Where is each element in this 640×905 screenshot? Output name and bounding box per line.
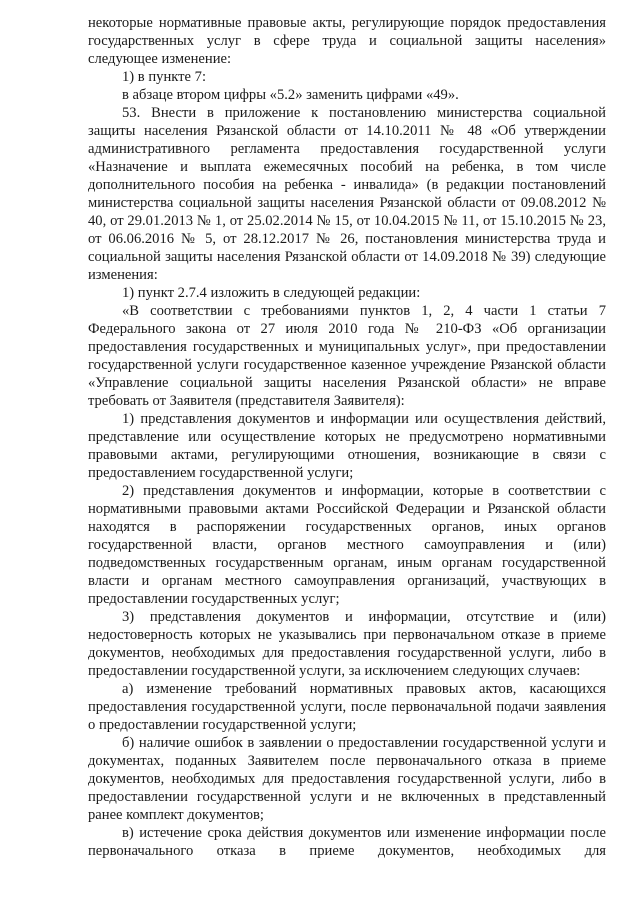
paragraph: 2) представления документов и информации, которые в соответствии с нормативными правовыми актами Российской Федерации и Рязанской области находятся в распоряжении государственных органов, иных органов государственной власти, органов местного самоуправления и (или) подведомственных государственным органам, иным органам государственной власти и органам местного самоуправления организаций, участвующих в предоставлении государственных услуг; xyxy=(88,483,606,607)
paragraph: б) наличие ошибок в заявлении о предоставлении государственной услуги и документах, поданных Заявителем после первоначального отказа в приеме документов, необходимых для предоставления государственной услуги, либо в предоставлении государственной услуги и не включенных в представленный ранее комплект документов; xyxy=(88,735,606,823)
paragraph: 53. Внести в приложение к постановлению министерства социальной защиты населения Рязанской области от 14.10.2011 № 48 «Об утверждении административного регламента предоставления государственной услуги «Назначение и выплата ежемесячных пособий на ребенка, в том числе дополнительного пособия на ребенка - инвалида» (в редакции постановлений министерства социальной защиты населения Рязанской области от 09.08.2012 № 40, от 29.01.2013 № 1, от 25.02.2014 № 15, от 10.04.2015 № 11, от 15.10.2015 № 23, от 06.06.2016 № 5, от 28.12.2017 № 26, постановления министерства труда и социальной защиты населения Рязанской области от 14.09.2018 № 39) следующие изменения: xyxy=(88,105,606,283)
paragraph: в абзаце втором цифры «5.2» заменить цифрами «49». xyxy=(122,87,459,103)
paragraph: «В соответствии с требованиями пунктов 1, 2, 4 части 1 статьи 7 Федерального закона от 27 июля 2010 года № 210-ФЗ «Об организации предоставления государственных и муниципальных услуг», при предоставлении государственной услуги государственное казенное учреждение Рязанской области «Управление социальной защиты населения Рязанской области» не вправе требовать от Заявителя (представителя Заявителя): xyxy=(88,303,606,409)
paragraph: 1) представления документов и информации или осуществления действий, представление или осуществление которых не предусмотрено нормативными правовыми актами, регулирующими отношения, возникающие в связи с предоставлением государственной услуги; xyxy=(88,411,606,481)
paragraph: некоторые нормативные правовые акты, регулирующие порядок предоставления государственных услуг в сфере труда и социальной защиты населения» следующее изменение: xyxy=(88,15,606,67)
paragraph: 3) представления документов и информации, отсутствие и (или) недостоверность которых не указывались при первоначальном отказе в приеме документов, необходимых для предоставления государственной услуги, либо в предоставлении государственной услуги, за исключением следующих случаев: xyxy=(88,609,606,679)
paragraph: в) истечение срока действия документов или изменение информации после первоначального отказа в приеме документов, необходимых для xyxy=(88,825,606,859)
paragraph: 1) в пункте 7: xyxy=(122,69,207,85)
paragraph: а) изменение требований нормативных правовых актов, касающихся предоставления государственной услуги, после первоначальной подачи заявления о предоставлении государственной услуги; xyxy=(88,681,606,733)
paragraph: 1) пункт 2.7.4 изложить в следующей редакции: xyxy=(122,285,421,301)
document-page xyxy=(88,14,606,860)
